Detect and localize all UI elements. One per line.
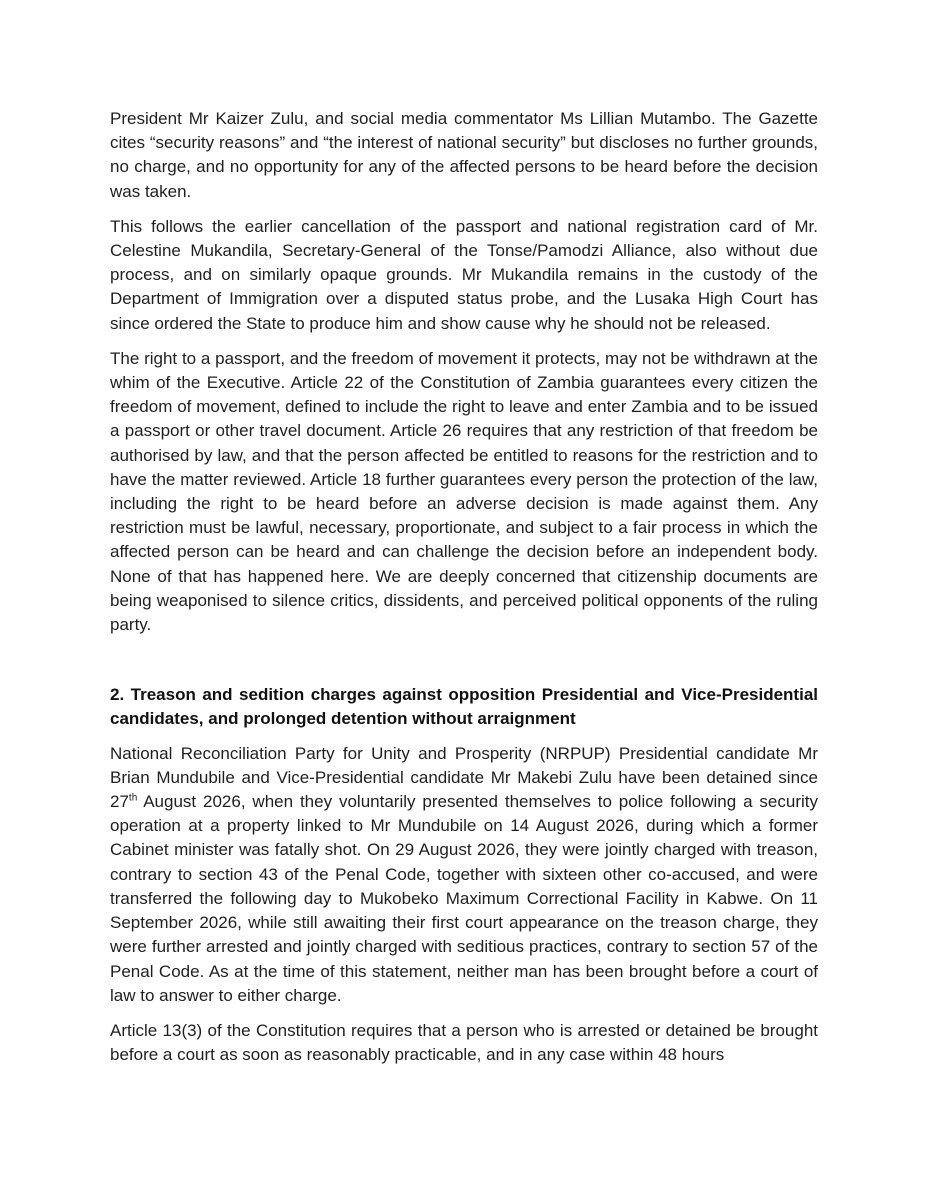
paragraph-travel-ban-gazette: President Mr Kaizer Zulu, and social media commentator Ms Lillian Mutambo. The Gazette cites “security reasons” and “the interest of national security” but discloses no further grounds, no charge, and no opportunity for any of the affected persons to be heard before the decision was taken. xyxy=(110,109,818,201)
paragraph-mukandila-passport: This follows the earlier cancellation of the passport and national registration card of Mr. Celestine Mukandila, Secretary-General of the Tonse/Pamodzi Alliance, also without due process, and on similarly opaque grounds. Mr Mukandila remains in the custody of the Department of Immigration over a disputed status probe, and the Lusaka High Court has since ordered the State to produce him and show cause why he should not be released. xyxy=(110,216,818,333)
paragraph-article-13: Article 13(3) of the Constitution requires that a person who is arrested or detained be brought before a court as soon as reasonably practicable, and in any case within 48 hours xyxy=(110,1020,818,1065)
detention-text-part1: National Reconciliation Party for Unity and Prosperity (NRPUP) Presidential candidate Mr Brian Mundubile and Vice-Presidential candidate Mr Makebi Zulu have been detained since 27 xyxy=(110,743,818,812)
section-heading-treason-sedition: 2. Treason and sedition charges against opposition Presidential and Vice-Presidential candidates, and prolonged detention without arraignment xyxy=(110,685,818,729)
paragraph-nrpup-detention xyxy=(110,742,818,1008)
detention-text-part2: August 2026, when they voluntarily presented themselves to police following a security operation at a property linked to Mr Mundubile on 14 August 2026, during which a former Cabinet minister was fatally shot. On 29 August 2026, they were jointly charged with treason, contrary to section 43 of the Penal Code, together with sixteen other co-accused, and were transferred the following day to Mukobeko Maximum Correctional Facility in Kabwe. On 11 September 2026, while still awaiting their first court appearance on the treason charge, they were further arrested and jointly charged with seditious practices, contrary to section 57 of the Penal Code. As at the time of this statement, neither man has been brought before a court of law to answer to either charge. xyxy=(110,792,818,1005)
ordinal-superscript: th xyxy=(128,792,138,804)
document-page xyxy=(110,107,818,1078)
paragraph-right-to-passport: The right to a passport, and the freedom of movement it protects, may not be withdrawn at the whim of the Executive. Article 22 of the Constitution of Zambia guarantees every citizen the freedom of movement, defined to include the right to leave and enter Zambia and to be issued a passport or other travel document. Article 26 requires that any restriction of that freedom be authorised by law, and that the person affected be entitled to reasons for the restriction and to have the matter reviewed. Article 18 further guarantees every person the protection of the law, including the right to be heard before an adverse decision is made against them. Any restriction must be lawful, necessary, proportionate, and subject to a fair process in which the affected person can be heard and can challenge the decision before an independent body. None of that has happened here. We are deeply concerned that citizenship documents are being weaponised to silence critics, dissidents, and perceived political opponents of the ruling party. xyxy=(110,348,818,635)
